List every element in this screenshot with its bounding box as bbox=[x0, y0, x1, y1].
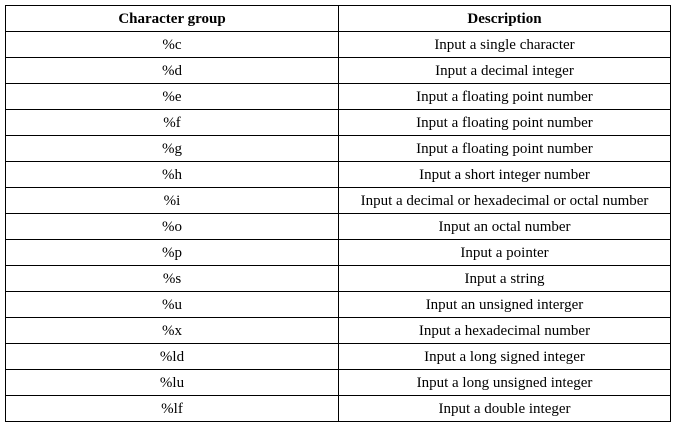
description-cell: Input a hexadecimal number bbox=[339, 318, 671, 344]
table-row bbox=[6, 240, 671, 266]
character-group-cell: %g bbox=[6, 136, 339, 162]
character-group-cell: %i bbox=[6, 188, 339, 214]
character-group-cell: %o bbox=[6, 214, 339, 240]
description-cell: Input an unsigned interger bbox=[339, 292, 671, 318]
table-row bbox=[6, 110, 671, 136]
table-row bbox=[6, 266, 671, 292]
table-body bbox=[6, 32, 671, 422]
table-row bbox=[6, 292, 671, 318]
description-cell: Input a pointer bbox=[339, 240, 671, 266]
table-row bbox=[6, 344, 671, 370]
table-header-row bbox=[6, 6, 671, 32]
description-cell: Input a long signed integer bbox=[339, 344, 671, 370]
character-group-cell: %d bbox=[6, 58, 339, 84]
character-group-cell: %s bbox=[6, 266, 339, 292]
description-cell: Input an octal number bbox=[339, 214, 671, 240]
character-group-cell: %f bbox=[6, 110, 339, 136]
table-row bbox=[6, 214, 671, 240]
table-row bbox=[6, 162, 671, 188]
character-group-cell: %x bbox=[6, 318, 339, 344]
column-header-character-group: Character group bbox=[6, 6, 339, 32]
description-cell: Input a floating point number bbox=[339, 110, 671, 136]
table-row bbox=[6, 136, 671, 162]
description-cell: Input a long unsigned integer bbox=[339, 370, 671, 396]
character-group-cell: %u bbox=[6, 292, 339, 318]
character-group-cell: %h bbox=[6, 162, 339, 188]
description-cell: Input a single character bbox=[339, 32, 671, 58]
character-group-cell: %e bbox=[6, 84, 339, 110]
description-cell: Input a floating point number bbox=[339, 136, 671, 162]
table-row bbox=[6, 396, 671, 422]
column-header-description: Description bbox=[339, 6, 671, 32]
description-cell: Input a double integer bbox=[339, 396, 671, 422]
description-cell: Input a short integer number bbox=[339, 162, 671, 188]
description-cell: Input a decimal or hexadecimal or octal number bbox=[339, 188, 671, 214]
character-group-cell: %lu bbox=[6, 370, 339, 396]
description-cell: Input a floating point number bbox=[339, 84, 671, 110]
table-row bbox=[6, 32, 671, 58]
character-group-cell: %lf bbox=[6, 396, 339, 422]
character-group-cell: %c bbox=[6, 32, 339, 58]
description-cell: Input a decimal integer bbox=[339, 58, 671, 84]
table-row bbox=[6, 188, 671, 214]
format-specifier-table bbox=[5, 5, 671, 422]
character-group-cell: %ld bbox=[6, 344, 339, 370]
table-row bbox=[6, 318, 671, 344]
table-row bbox=[6, 370, 671, 396]
table-row bbox=[6, 58, 671, 84]
description-cell: Input a string bbox=[339, 266, 671, 292]
table-row bbox=[6, 84, 671, 110]
character-group-cell: %p bbox=[6, 240, 339, 266]
